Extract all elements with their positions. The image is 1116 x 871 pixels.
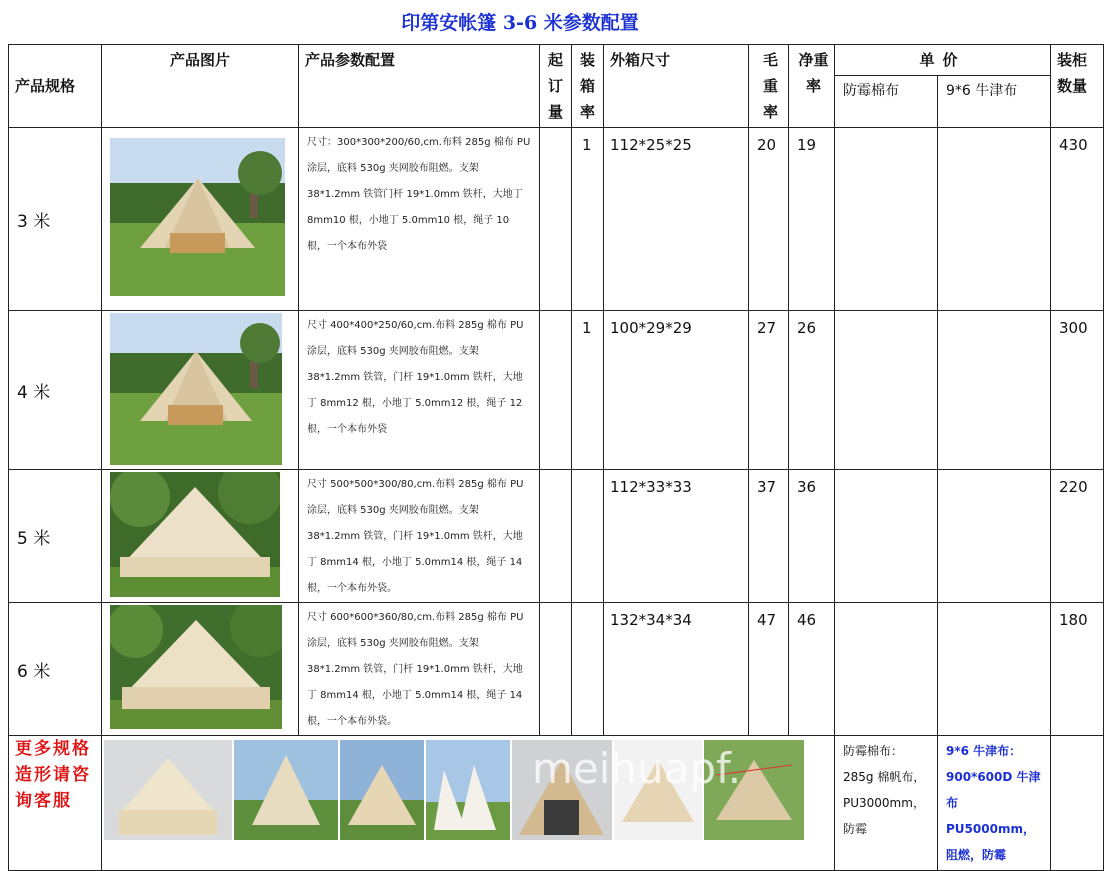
spec-cell: 6 米	[9, 603, 102, 736]
gross-cell: 47	[749, 603, 789, 736]
net-cell: 46	[789, 603, 835, 736]
container-cell: 180	[1051, 603, 1104, 736]
params-cell: 尺寸 600*600*360/80,cm.布料 285g 棉布 PU 涂层，底料 530g 夹网胶布阻燃。支架 38*1.2mm 铁管，门杆 19*1.0mm 铁杆，大地丁 8mm14 根，小地丁 5.0mm14 根，绳子 14 根，一个本布外袋。	[299, 603, 540, 736]
tent-photo-4m	[110, 313, 282, 465]
price-oxford-cell	[938, 470, 1051, 603]
carton-cell: 112*33*33	[604, 470, 749, 603]
net-cell: 26	[789, 311, 835, 470]
header-net: 净重率	[789, 45, 835, 128]
header-price-cotton: 防霉棉布	[835, 76, 938, 128]
moq-cell	[540, 128, 572, 311]
tent-gallery-images	[104, 740, 804, 840]
product-image-cell	[102, 470, 299, 603]
oxford-note: 9*6 牛津布：900*600D 牛津布 PU5000mm，阻燃，防霉	[938, 736, 1051, 871]
pack-rate-cell: 1	[572, 128, 604, 311]
params-cell: 尺寸 400*400*250/60,cm.布料 285g 棉布 PU 涂层，底料 530g 夹网胶布阻燃。支架 38*1.2mm 铁管，门杆 19*1.0mm 铁杆，大地丁 8mm12 根，小地丁 5.0mm12 根，绳子 12 根，一个本布外袋	[299, 311, 540, 470]
pack-rate-cell	[572, 603, 604, 736]
watermark: meihuapf.	[532, 744, 742, 793]
header-moq: 起订量	[540, 45, 572, 128]
pack-rate-cell	[572, 470, 604, 603]
header-gross: 毛重率	[749, 45, 789, 128]
product-image-cell	[102, 128, 299, 311]
gross-cell: 27	[749, 311, 789, 470]
carton-cell: 132*34*34	[604, 603, 749, 736]
moq-cell	[540, 311, 572, 470]
table-row	[9, 311, 1104, 470]
container-cell: 430	[1051, 128, 1104, 311]
table-row	[9, 470, 1104, 603]
price-oxford-cell	[938, 128, 1051, 311]
tent-photo-5m	[110, 472, 280, 597]
gross-cell: 20	[749, 128, 789, 311]
spec-table	[8, 44, 1104, 871]
container-cell: 220	[1051, 470, 1104, 603]
price-oxford-cell	[938, 311, 1051, 470]
price-cotton-cell	[835, 470, 938, 603]
params-cell: 尺寸 500*500*300/80,cm.布料 285g 棉布 PU 涂层，底料 530g 夹网胶布阻燃。支架 38*1.2mm 铁管，门杆 19*1.0mm 铁杆，大地丁 8mm14 根，小地丁 5.0mm14 根，绳子 14 根，一个本布外袋。	[299, 470, 540, 603]
spec-cell: 3 米	[9, 128, 102, 311]
net-cell: 36	[789, 470, 835, 603]
carton-cell: 100*29*29	[604, 311, 749, 470]
moq-cell	[540, 470, 572, 603]
table-row	[9, 603, 1104, 736]
footer-row	[9, 736, 1104, 871]
gross-cell: 37	[749, 470, 789, 603]
params-cell: 尺寸：300*300*200/60,cm.布料 285g 棉布 PU 涂层，底料 530g 夹网胶布阻燃。支架 38*1.2mm 铁管门杆 19*1.0mm 铁杆，大地丁 8mm10 根，小地丁 5.0mm10 根，绳子 10 根，一个本布外袋	[299, 128, 540, 311]
moq-cell	[540, 603, 572, 736]
price-cotton-cell	[835, 603, 938, 736]
price-oxford-cell	[938, 603, 1051, 736]
spec-cell: 5 米	[9, 470, 102, 603]
tent-gallery	[102, 736, 835, 871]
header-image: 产品图片	[102, 45, 299, 128]
header-price-oxford: 9*6 牛津布	[938, 76, 1051, 128]
cotton-note: 防霉棉布：285g 棉帆布，PU3000mm，防霉	[835, 736, 938, 871]
header-pack-rate: 装箱率	[572, 45, 604, 128]
container-cell: 300	[1051, 311, 1104, 470]
carton-cell: 112*25*25	[604, 128, 749, 311]
tent-photo-3m	[110, 138, 285, 296]
product-image-cell	[102, 603, 299, 736]
footer-container-cell	[1051, 736, 1104, 871]
tent-photo-6m	[110, 605, 282, 729]
pack-rate-cell: 1	[572, 311, 604, 470]
price-cotton-cell	[835, 311, 938, 470]
header-carton: 外箱尺寸	[604, 45, 749, 128]
net-cell: 19	[789, 128, 835, 311]
header-container: 装柜数量	[1051, 45, 1104, 128]
header-spec: 产品规格	[9, 45, 102, 128]
page-title: 印第安帐篷 3-6 米参数配置	[401, 12, 639, 34]
product-image-cell	[102, 311, 299, 470]
header-params: 产品参数配置	[299, 45, 540, 128]
spec-cell: 4 米	[9, 311, 102, 470]
more-specs-note: 更多规格造形请咨询客服	[9, 736, 102, 871]
header-unit-price: 单价	[835, 45, 1051, 76]
price-cotton-cell	[835, 128, 938, 311]
table-row	[9, 128, 1104, 311]
